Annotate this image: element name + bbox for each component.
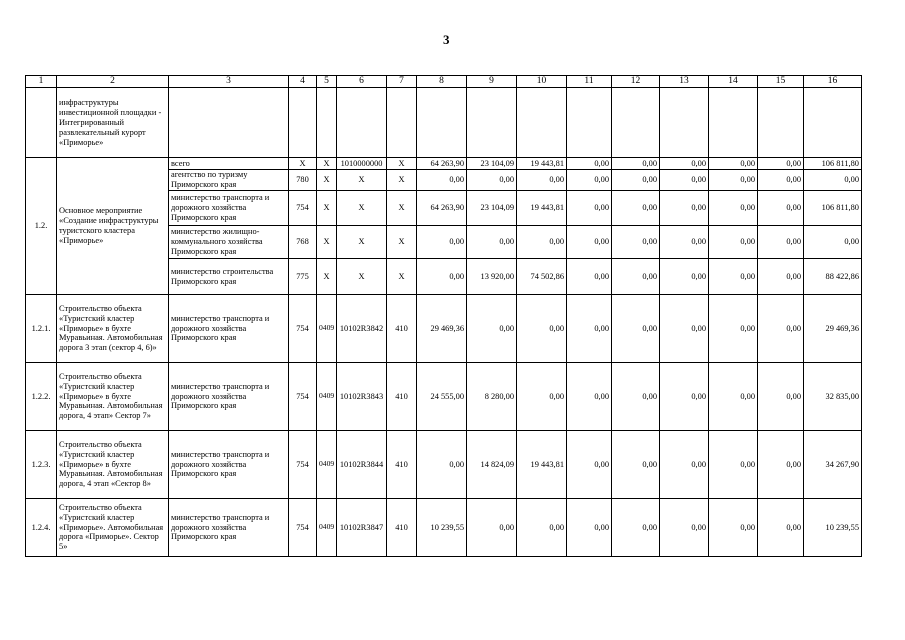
col5-cell: 0409 [317,499,337,557]
col7-cell: X [387,259,417,295]
col4-cell: 754 [289,499,317,557]
value-col16: 0,00 [804,226,862,259]
value-col10: 0,00 [517,363,567,431]
cont-empty [169,88,289,158]
cont-name: инфраструктуры инвестиционной площадки - Интегрированный развлекательный курорт «Приморье» [57,88,169,158]
value-col11: 0,00 [567,170,612,191]
cont-empty [660,88,709,158]
value-col13: 0,00 [660,363,709,431]
item-number: 1.2.1. [26,295,57,363]
value-col9: 14 824,09 [467,431,517,499]
col5-cell: X [317,191,337,226]
header-col-8: 8 [417,76,467,88]
col6-cell: 10102R3847 [337,499,387,557]
value-col14: 0,00 [709,191,758,226]
cont-empty [758,88,804,158]
value-col16: 10 239,55 [804,499,862,557]
budget-table [25,75,862,557]
value-col9: 23 104,09 [467,191,517,226]
value-col10: 0,00 [517,499,567,557]
executor-cell: министерство транспорта и дорожного хозяйства Приморского края [169,499,289,557]
value-col15: 0,00 [758,226,804,259]
col6-cell: X [337,226,387,259]
value-col16: 106 811,80 [804,191,862,226]
item-number: 1.2.2. [26,363,57,431]
col7-cell: 410 [387,295,417,363]
header-col-5: 5 [317,76,337,88]
value-col8: 0,00 [417,431,467,499]
value-col11: 0,00 [567,158,612,170]
executor-cell: министерство жилищно-коммунального хозяйства Приморского края [169,226,289,259]
value-col10: 0,00 [517,170,567,191]
col5-cell: X [317,259,337,295]
page-number: 3 [443,32,450,47]
sub-item-row [26,499,862,557]
header-col-9: 9 [467,76,517,88]
col5-cell: X [317,170,337,191]
value-col14: 0,00 [709,259,758,295]
item-name: Основное мероприятие «Создание инфраструктуры туристского кластера «Приморье» [57,158,169,295]
col4-cell: 754 [289,431,317,499]
col4-cell: 754 [289,295,317,363]
header-col-16: 16 [804,76,862,88]
col4-cell: 775 [289,259,317,295]
row-1-2-0 [26,158,862,170]
executor-cell: министерство строительства Приморского края [169,259,289,295]
value-col8: 10 239,55 [417,499,467,557]
value-col9: 0,00 [467,170,517,191]
value-col9: 0,00 [467,226,517,259]
value-col13: 0,00 [660,226,709,259]
value-col15: 0,00 [758,295,804,363]
value-col8: 0,00 [417,226,467,259]
value-col13: 0,00 [660,170,709,191]
value-col9: 23 104,09 [467,158,517,170]
header-row [26,76,862,88]
value-col8: 24 555,00 [417,363,467,431]
executor-cell: министерство транспорта и дорожного хозяйства Приморского края [169,363,289,431]
item-name: Строительство объекта «Туристский кластер «Приморье» в бухте Муравьиная. Автомобильная дорога, 4 этап» Сектор 7» [57,363,169,431]
value-col13: 0,00 [660,191,709,226]
value-col8: 29 469,36 [417,295,467,363]
item-name: Строительство объекта «Туристский кластер «Приморье». Автомобильная дорога «Приморье». Сектор 5» [57,499,169,557]
col7-cell: 410 [387,431,417,499]
value-col15: 0,00 [758,191,804,226]
sub-item-row [26,363,862,431]
cont-empty [337,88,387,158]
col6-cell: 10102R3844 [337,431,387,499]
continuation-row [26,88,862,158]
cont-empty [517,88,567,158]
col5-cell: 0409 [317,363,337,431]
col6-cell: X [337,170,387,191]
value-col14: 0,00 [709,295,758,363]
item-number: 1.2.3. [26,431,57,499]
header-col-12: 12 [612,76,660,88]
value-col10: 19 443,81 [517,431,567,499]
value-col12: 0,00 [612,158,660,170]
executor-cell: министерство транспорта и дорожного хозяйства Приморского края [169,191,289,226]
value-col15: 0,00 [758,259,804,295]
header-col-4: 4 [289,76,317,88]
col6-cell: 10102R3842 [337,295,387,363]
col7-cell: X [387,158,417,170]
item-number: 1.2. [26,158,57,295]
value-col8: 0,00 [417,170,467,191]
executor-cell: всего [169,158,289,170]
col4-cell: 754 [289,363,317,431]
value-col15: 0,00 [758,363,804,431]
value-col12: 0,00 [612,259,660,295]
value-col15: 0,00 [758,431,804,499]
col4-cell: 754 [289,191,317,226]
value-col14: 0,00 [709,363,758,431]
header-col-6: 6 [337,76,387,88]
header-col-10: 10 [517,76,567,88]
col7-cell: X [387,191,417,226]
cont-empty [387,88,417,158]
value-col13: 0,00 [660,499,709,557]
cont-empty [612,88,660,158]
value-col11: 0,00 [567,191,612,226]
col4-cell: X [289,158,317,170]
value-col15: 0,00 [758,499,804,557]
header-col-11: 11 [567,76,612,88]
col6-cell: 1010000000 [337,158,387,170]
header-col-14: 14 [709,76,758,88]
value-col10: 74 502,86 [517,259,567,295]
value-col16: 88 422,86 [804,259,862,295]
col6-cell: 10102R3843 [337,363,387,431]
value-col16: 29 469,36 [804,295,862,363]
col6-cell: X [337,259,387,295]
value-col12: 0,00 [612,431,660,499]
header-col-15: 15 [758,76,804,88]
value-col11: 0,00 [567,499,612,557]
value-col12: 0,00 [612,191,660,226]
cont-num [26,88,57,158]
executor-cell: агентство по туризму Приморского края [169,170,289,191]
value-col15: 0,00 [758,158,804,170]
header-col-1: 1 [26,76,57,88]
col5-cell: X [317,226,337,259]
sub-item-row [26,295,862,363]
executor-cell: министерство транспорта и дорожного хозяйства Приморского края [169,431,289,499]
value-col11: 0,00 [567,363,612,431]
value-col8: 64 263,90 [417,191,467,226]
col5-cell: 0409 [317,295,337,363]
value-col12: 0,00 [612,170,660,191]
value-col13: 0,00 [660,158,709,170]
value-col12: 0,00 [612,226,660,259]
col6-cell: X [337,191,387,226]
value-col9: 0,00 [467,295,517,363]
value-col13: 0,00 [660,259,709,295]
col7-cell: X [387,226,417,259]
col5-cell: X [317,158,337,170]
value-col16: 32 835,00 [804,363,862,431]
value-col8: 0,00 [417,259,467,295]
col4-cell: 768 [289,226,317,259]
sub-item-row [26,431,862,499]
cont-empty [467,88,517,158]
col4-cell: 780 [289,170,317,191]
value-col11: 0,00 [567,259,612,295]
col7-cell: X [387,170,417,191]
value-col11: 0,00 [567,431,612,499]
item-name: Строительство объекта «Туристский кластер «Приморье» в бухте Муравьиная. Автомобильная дорога, 4 этап «Сектор 8» [57,431,169,499]
value-col9: 0,00 [467,499,517,557]
item-name: Строительство объекта «Туристский кластер «Приморье» в бухте Муравьиная. Автомобильная дорога 3 этап (сектор 4, 6)» [57,295,169,363]
cont-empty [567,88,612,158]
value-col15: 0,00 [758,170,804,191]
col5-cell: 0409 [317,431,337,499]
item-number: 1.2.4. [26,499,57,557]
cont-empty [417,88,467,158]
value-col8: 64 263,90 [417,158,467,170]
cont-empty [709,88,758,158]
value-col9: 13 920,00 [467,259,517,295]
value-col10: 0,00 [517,295,567,363]
cont-empty [804,88,862,158]
value-col11: 0,00 [567,226,612,259]
value-col10: 19 443,81 [517,158,567,170]
header-col-7: 7 [387,76,417,88]
cont-empty [317,88,337,158]
value-col13: 0,00 [660,295,709,363]
value-col16: 106 811,80 [804,158,862,170]
value-col13: 0,00 [660,431,709,499]
value-col16: 34 267,90 [804,431,862,499]
value-col12: 0,00 [612,499,660,557]
col7-cell: 410 [387,499,417,557]
header-col-3: 3 [169,76,289,88]
header-col-2: 2 [57,76,169,88]
value-col14: 0,00 [709,499,758,557]
value-col14: 0,00 [709,170,758,191]
col7-cell: 410 [387,363,417,431]
value-col14: 0,00 [709,226,758,259]
executor-cell: министерство транспорта и дорожного хозяйства Приморского края [169,295,289,363]
value-col14: 0,00 [709,158,758,170]
value-col16: 0,00 [804,170,862,191]
value-col11: 0,00 [567,295,612,363]
value-col9: 8 280,00 [467,363,517,431]
value-col14: 0,00 [709,431,758,499]
cont-empty [289,88,317,158]
value-col12: 0,00 [612,295,660,363]
value-col12: 0,00 [612,363,660,431]
value-col10: 0,00 [517,226,567,259]
header-col-13: 13 [660,76,709,88]
value-col10: 19 443,81 [517,191,567,226]
